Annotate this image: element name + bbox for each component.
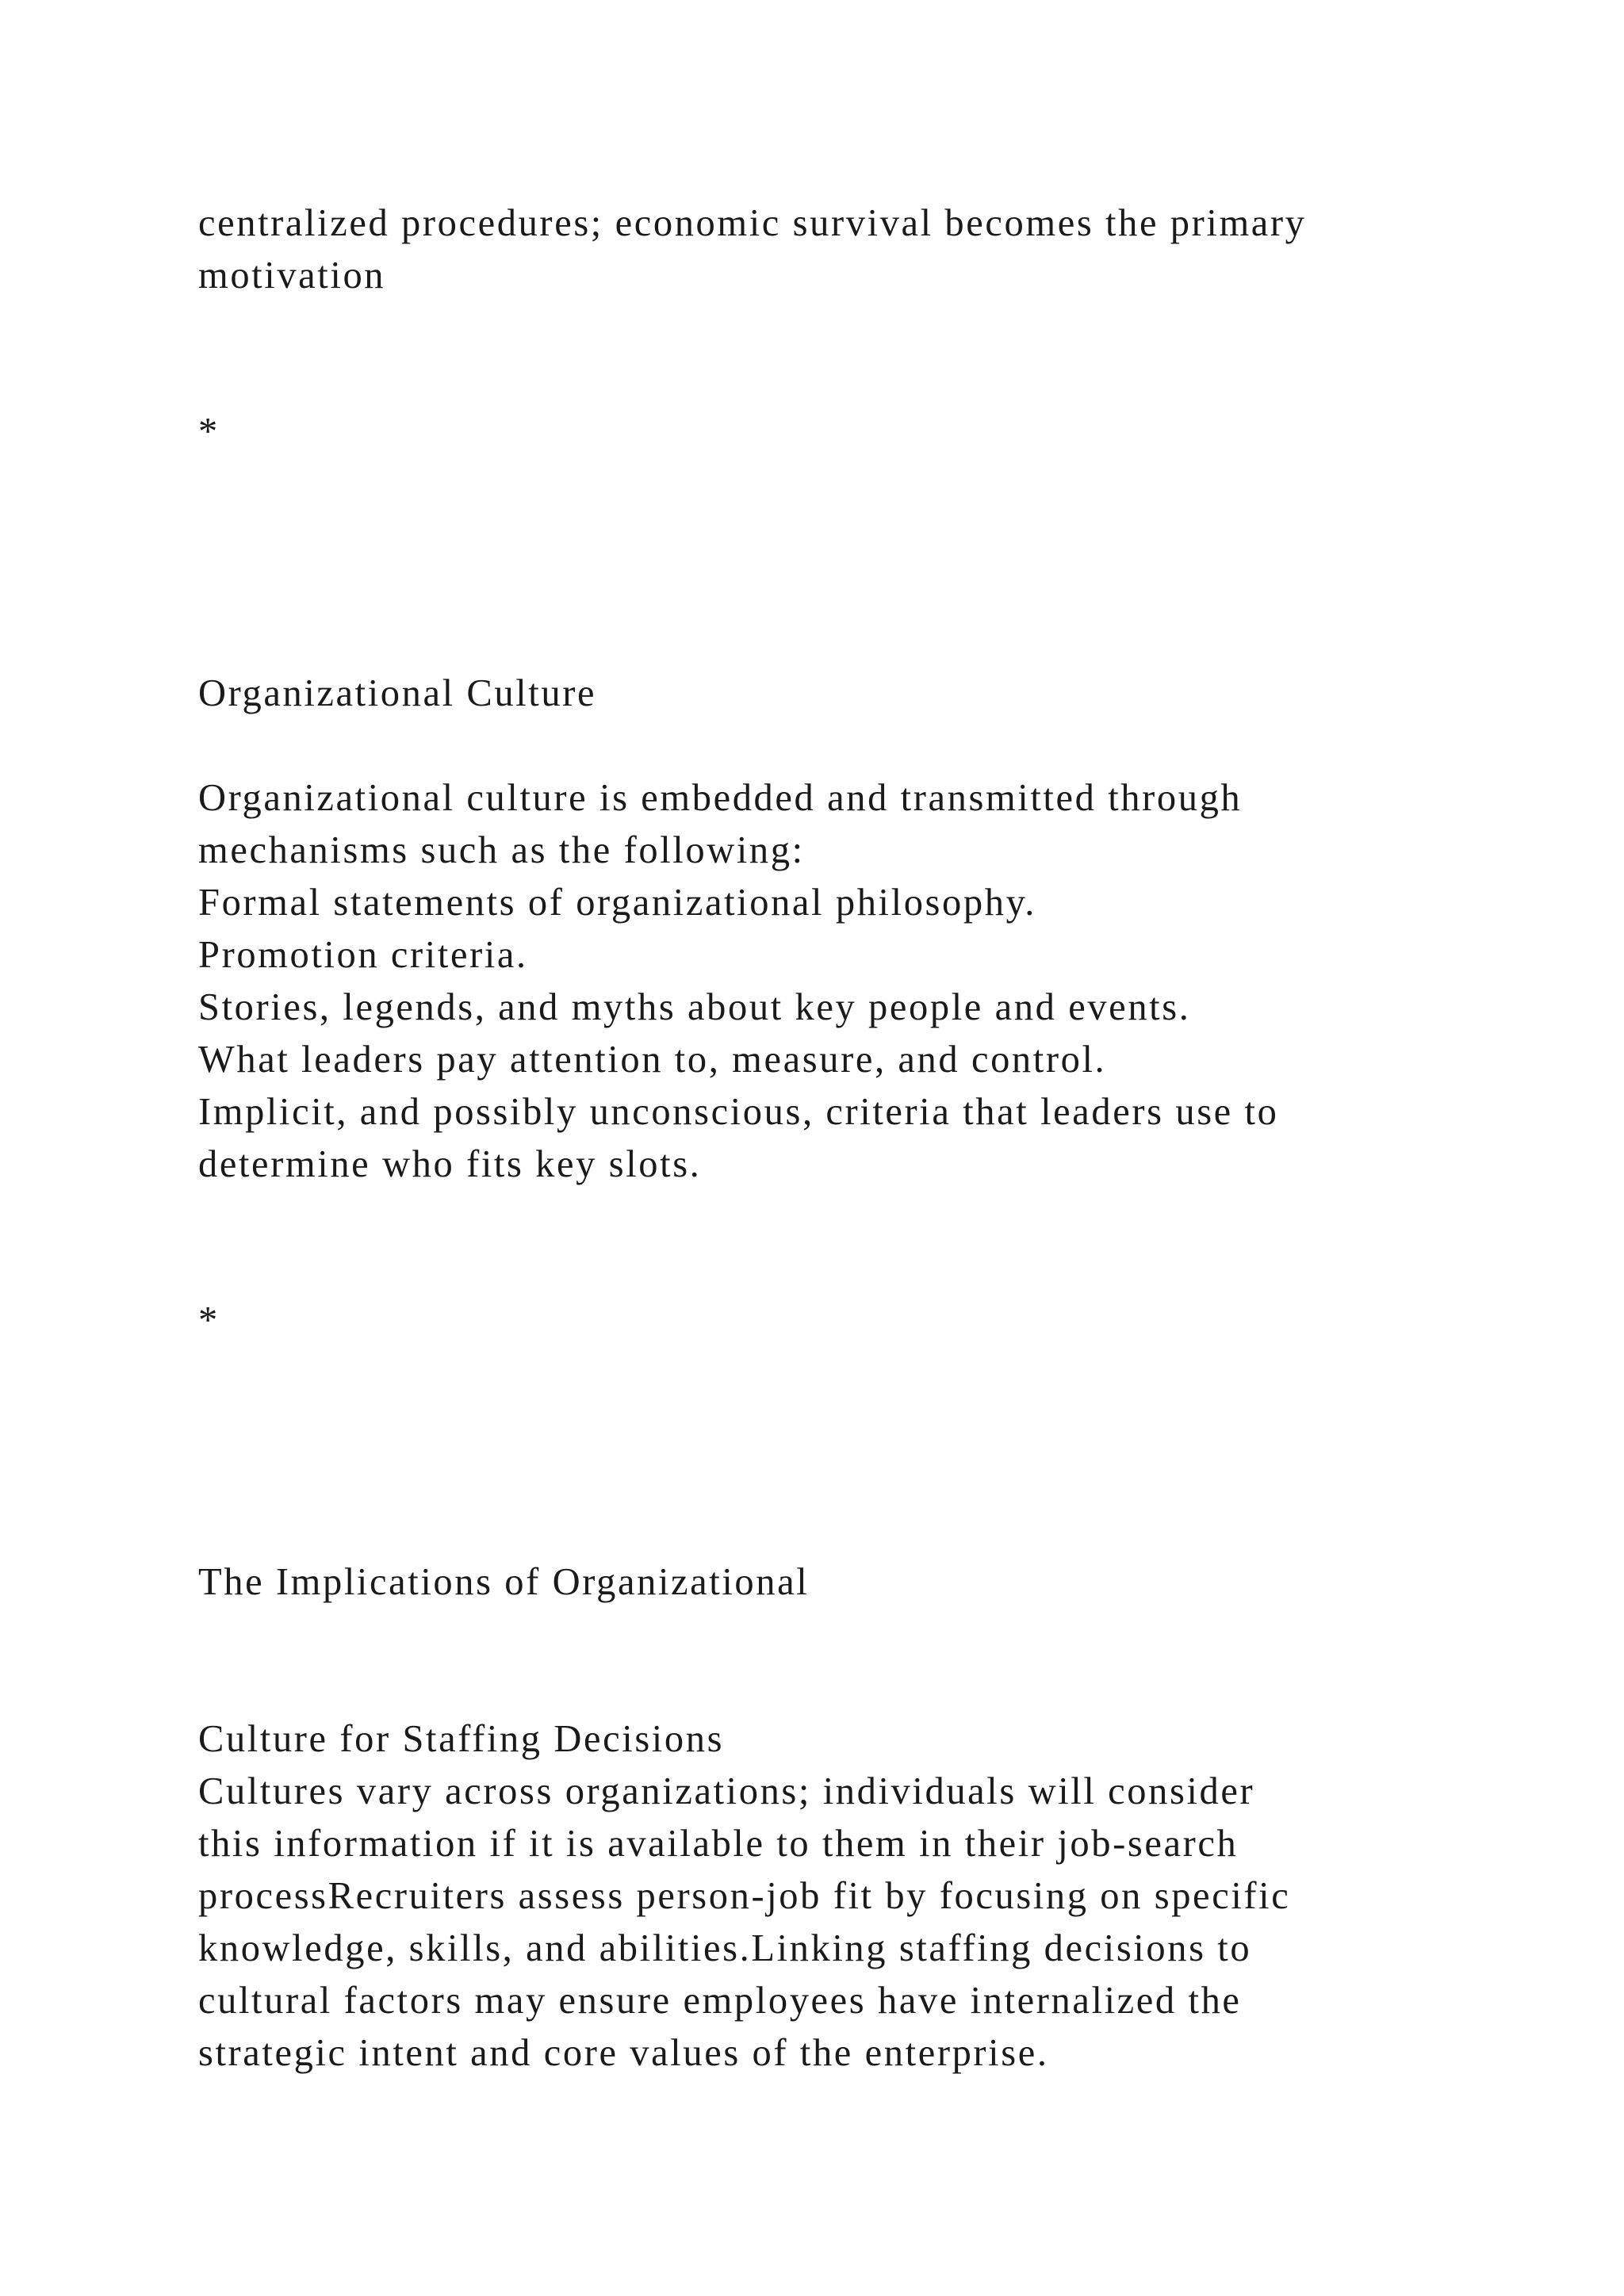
separator-asterisk: * <box>198 1299 220 1341</box>
list-item: determine who fits key slots. <box>198 1143 702 1185</box>
text-line: centralized procedures; economic survival becomes the primary <box>198 202 1307 244</box>
paragraph-line: cultural factors may ensure employees have internalized the <box>198 1980 1242 2022</box>
list-item: Promotion criteria. <box>198 934 528 976</box>
paragraph-line: strategic intent and core values of the enterprise. <box>198 2032 1049 2074</box>
section-heading: Organizational Culture <box>198 672 597 714</box>
list-item: Formal statements of organizational philosophy. <box>198 882 1037 924</box>
list-item: What leaders pay attention to, measure, and control. <box>198 1039 1107 1081</box>
paragraph-line: this information if it is available to them in their job-search <box>198 1823 1239 1865</box>
separator-asterisk: * <box>198 411 220 453</box>
paragraph-line: Organizational culture is embedded and transmitted through <box>198 777 1243 819</box>
paragraph-line: processRecruiters assess person-job fit by focusing on specific <box>198 1875 1291 1917</box>
list-item: Stories, legends, and myths about key people and events. <box>198 986 1191 1028</box>
paragraph-line: knowledge, skills, and abilities.Linking staffing decisions to <box>198 1927 1252 1969</box>
section-subheading: Culture for Staffing Decisions <box>198 1718 725 1760</box>
text-line: motivation <box>198 254 386 297</box>
list-item: Implicit, and possibly unconscious, criteria that leaders use to <box>198 1091 1279 1133</box>
section-heading: The Implications of Organizational <box>198 1561 810 1603</box>
paragraph-line: mechanisms such as the following: <box>198 829 805 871</box>
paragraph-line: Cultures vary across organizations; individuals will consider <box>198 1770 1255 1812</box>
